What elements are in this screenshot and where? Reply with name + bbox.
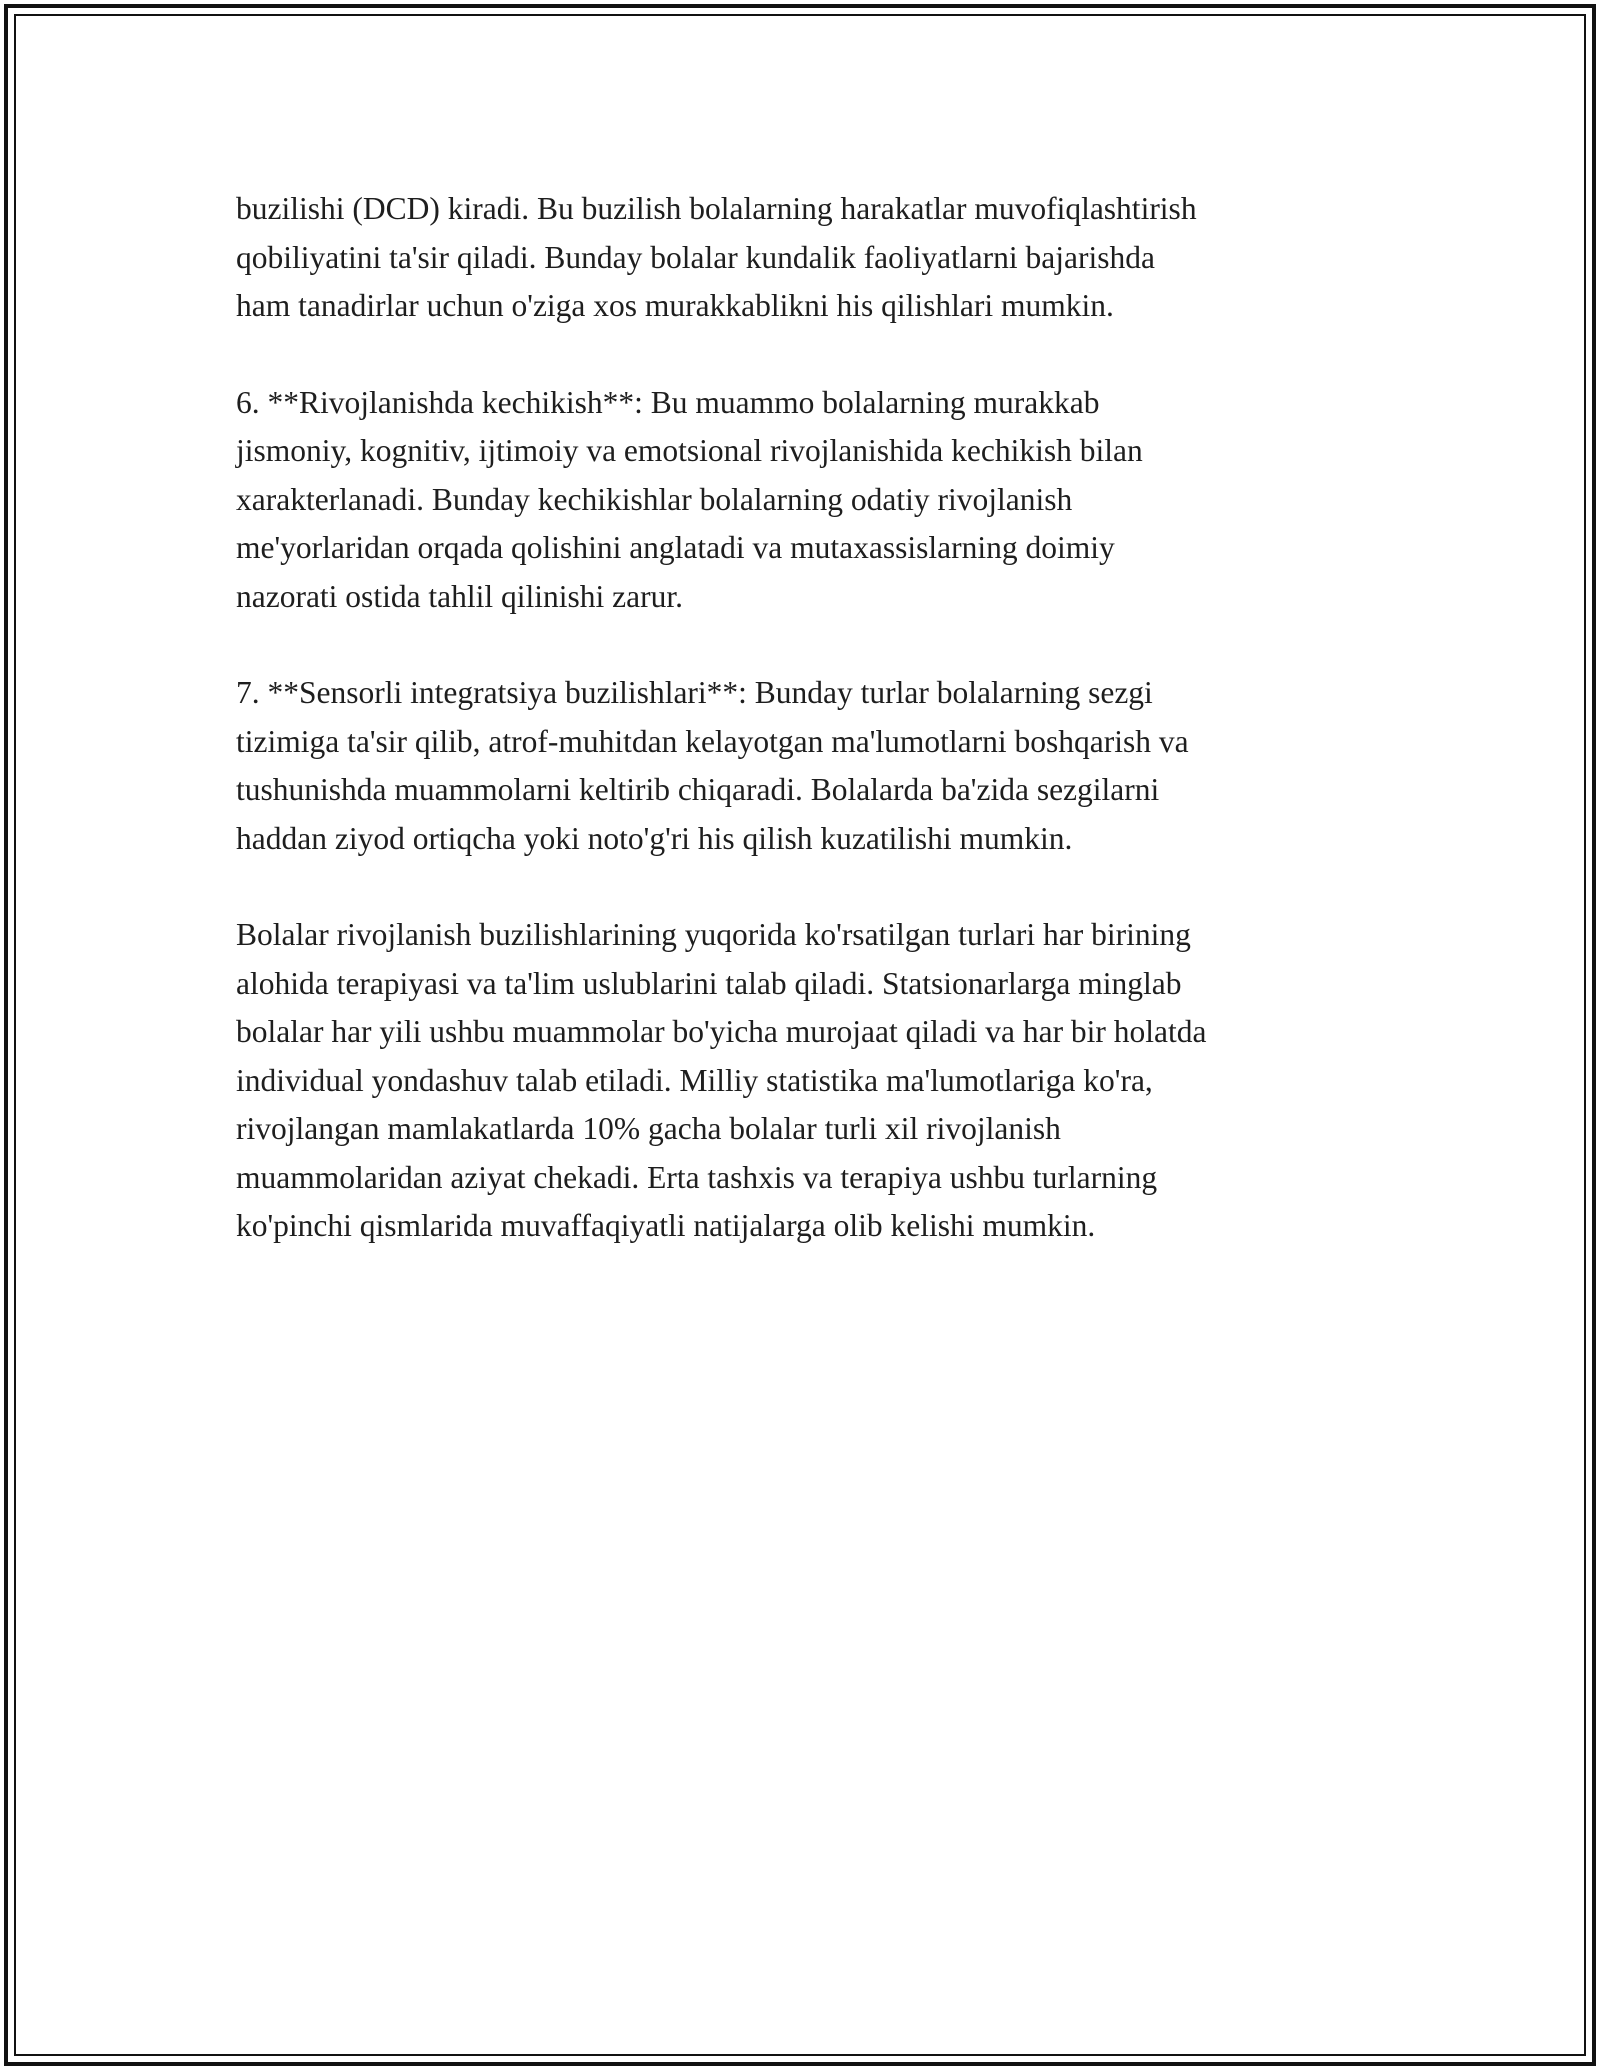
text-line: haddan ziyod ortiqcha yoki noto'g'ri his qilish kuzatilishi mumkin. (236, 820, 1073, 856)
text-line: nazorati ostida tahlil qilinishi zarur. (236, 578, 684, 614)
text-line: bolalar har yili ushbu muammolar bo'yicha murojaat qiladi va har bir holatda (236, 1014, 1207, 1049)
text-line: ham tanadirlar uchun o'ziga xos murakkablikni his qilishlari mumkin. (236, 288, 1114, 323)
text-line: qobiliyatini ta'sir qiladi. Bunday bolalar kundalik faoliyatlarni bajarishda (236, 239, 1155, 275)
text-line: me'yorlaridan orqada qolishini anglatadi va mutaxassislarning doimiy (236, 530, 1115, 565)
text-line: xarakterlanadi. Bunday kechikishlar bolalarning odatiy rivojlanish (236, 481, 1073, 517)
text-line: ko'pinchi qismlarida muvaffaqiyatli natijalarga olib kelishi mumkin. (236, 1208, 1096, 1243)
text-line: tushunishda muammolarni keltirib chiqaradi. Bolalarda ba'zida sezgilarni (236, 772, 1160, 807)
text-line: buzilishi (DCD) kiradi. Bu buzilish bolalarning harakatlar muvofiqlashtirish (236, 191, 1197, 226)
paragraph-item-6 (236, 379, 1376, 622)
document-body (236, 185, 1376, 1299)
paragraph-item-7 (236, 669, 1376, 863)
text-line: tizimiga ta'sir qilib, atrof-muhitdan kelayotgan ma'lumotlarni boshqarish va (236, 723, 1189, 759)
text-line: rivojlangan mamlakatlarda 10% gacha bolalar turli xil rivojlanish (236, 1111, 1061, 1146)
text-line: individual yondashuv talab etiladi. Milliy statistika ma'lumotlariga ko'ra, (236, 1062, 1153, 1098)
text-line: Bolalar rivojlanish buzilishlarining yuqorida ko'rsatilgan turlari har birining (236, 917, 1191, 952)
text-line: alohida terapiyasi va ta'lim uslublarini talab qiladi. Statsionarlarga minglab (236, 965, 1182, 1001)
paragraph-summary (236, 911, 1376, 1251)
text-line: muammolaridan aziyat chekadi. Erta tashxis va terapiya ushbu turlarning (236, 1159, 1158, 1195)
text-line: 7. **Sensorli integratsiya buzilishlari**: Bunday turlar bolalarning sezgi (236, 675, 1153, 710)
paragraph-dcd (236, 185, 1376, 331)
text-line: 6. **Rivojlanishda kechikish**: Bu muammo bolalarning murakkab (236, 384, 1100, 420)
text-line: jismoniy, kognitiv, ijtimoiy va emotsional rivojlanishida kechikish bilan (236, 433, 1143, 468)
